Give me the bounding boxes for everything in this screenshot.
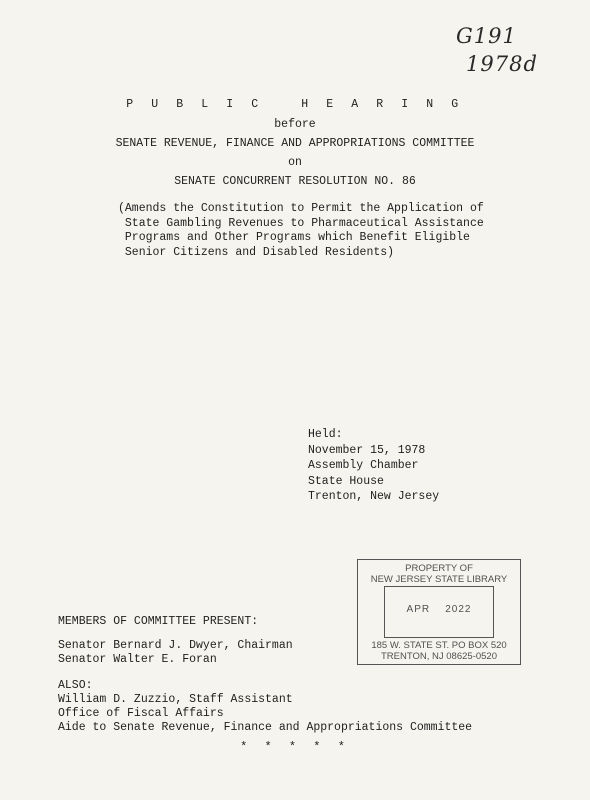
hearing-room: Assembly Chamber — [308, 459, 419, 472]
hearing-city: Trenton, New Jersey — [308, 490, 440, 503]
handwritten-year: 1978d — [466, 52, 538, 76]
closing-asterisks: * * * * * — [240, 740, 350, 754]
description-line: (Amends the Constitution to Permit the Application of — [118, 202, 484, 215]
description-line: State Gambling Revenues to Pharmaceutical Assistance — [118, 216, 484, 230]
resolution-description — [118, 202, 538, 260]
hearing-building: State House — [308, 474, 384, 488]
description-line: Programs and Other Programs which Benefit Eligible — [118, 231, 470, 244]
member-senator: Senator Bernard J. Dwyer, Chairman — [58, 639, 293, 652]
members-heading: MEMBERS OF COMMITTEE PRESENT: — [58, 615, 259, 628]
also-label: ALSO: — [58, 679, 93, 692]
stamp-city: TRENTON, NJ 08625-0520 — [381, 651, 497, 662]
stamp-property-line: PROPERTY OF — [405, 563, 473, 574]
stamp-library-name: NEW JERSEY STATE LIBRARY — [370, 574, 508, 585]
on-text: on — [288, 156, 302, 169]
description-line: Senior Citizens and Disabled Residents) — [118, 245, 395, 259]
held-label: Held: — [308, 428, 343, 441]
hearing-date: November 15, 1978 — [308, 443, 426, 457]
members-block — [58, 615, 472, 735]
document-title: P U B L I C H E A R I N G — [126, 98, 464, 111]
member-senator: Senator Walter E. Foran — [58, 653, 217, 666]
stamp-address: 185 W. STATE ST. PO BOX 520 — [371, 640, 507, 651]
before-text: before — [274, 118, 316, 131]
hearing-location-block — [308, 427, 439, 505]
committee-name: SENATE REVENUE, FINANCE AND APPROPRIATIONS COMMITTEE — [115, 137, 475, 150]
resolution-title: SENATE CONCURRENT RESOLUTION NO. 86 — [174, 175, 416, 188]
staff-line: William D. Zuzzio, Staff Assistant — [58, 693, 293, 706]
handwritten-call-number: G191 — [456, 24, 517, 48]
staff-line: Office of Fiscal Affairs — [58, 707, 224, 720]
stamp-date: APR 2022 — [406, 604, 472, 615]
staff-line: Aide to Senate Revenue, Finance and Appropriations Committee — [58, 721, 473, 734]
